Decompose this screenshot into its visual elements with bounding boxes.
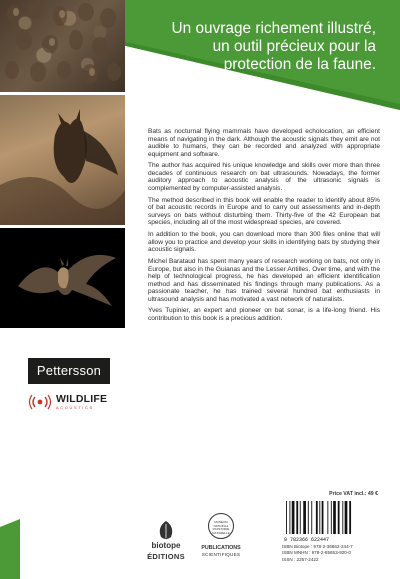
biotope-editions-logo — [141, 519, 191, 565]
museum-seal-text: MUSÉUM NATIONAL D'HISTOIRE NATURELLE — [212, 520, 230, 535]
pettersson-logo: Pettersson — [28, 358, 110, 384]
paragraph: Michel Barataud has spent many years of research working on bats, not only in Europe, but also in the Guianas and the Lesser Antilles. Over time, and with the help of technological progress, he has developed an efficient identification method and has disseminated his findings through many publications. As a passionate teacher, he has trained several hundred bat enthusiasts in ultrasound analysis and has motivated a vast network of naturalists. — [148, 257, 380, 303]
barcode-bar — [292, 501, 295, 534]
barcode-bar — [316, 501, 318, 534]
barcode-bar — [319, 501, 320, 534]
barcode-bar — [300, 501, 301, 534]
bat-on-rock-photo — [0, 95, 125, 225]
description-text — [148, 128, 380, 327]
acoustics-word: ACOUSTICS — [56, 405, 94, 410]
paragraph: Yves Tupinier, an expert and pioneer on bat sonar, is a life-long friend. His contribution to this book is a precious addition. — [148, 307, 380, 322]
scientifiques-word: SCIENTIFIQUES — [201, 552, 241, 557]
barcode-bar — [342, 501, 343, 534]
paragraph: The author has acquired his unique knowledge and skills over more than three decades of continuous research on bat ultrasounds. Nowadays, the former auditory approach to acoustic analysis of the ultrasonic signals is complemented by computer-assisted analysis. — [148, 162, 380, 193]
barcode-bar — [338, 501, 340, 534]
tagline-line-2: un outil précieux pour la — [212, 38, 376, 55]
barcode-bar — [286, 501, 287, 534]
publications-word: PUBLICATIONS — [201, 545, 241, 551]
editions-word: ÉDITIONS — [147, 552, 185, 561]
wildlife-acoustics-logo — [28, 392, 138, 414]
barcode-bar — [333, 501, 336, 534]
sound-wave-icon — [28, 394, 52, 410]
barcode-bar — [349, 501, 351, 534]
isbn-line: ISBN MNHN : 978-2-85653-920-0 — [282, 550, 351, 556]
leaf-icon — [141, 519, 191, 541]
museum-seal-icon — [208, 513, 234, 539]
barcode-bar — [303, 501, 306, 534]
price-label: Price VAT incl.: 49 € — [329, 491, 378, 497]
bat-colony-photo — [0, 0, 125, 92]
biotope-word: biotope — [151, 541, 181, 550]
paragraph: Bats as nocturnal flying mammals have developed echolocation, an efficient means of navigating in the dark. Although the acoustic signals they emit are not audible to humans, they can be recorded and analyzed with appropriate equipment and software. — [148, 128, 380, 158]
issn-line: ISSN : 2257-2422 — [282, 556, 319, 562]
barcode-bar — [296, 501, 298, 534]
paragraph: In addition to the book, you can download more than 300 files online that will allow you to practice and develop your skills in identifying bats by studying their acoustic signals. — [148, 231, 380, 254]
wildlife-word: WILDLIFE — [56, 393, 108, 405]
tagline-line-3: protection de la faune. — [223, 56, 376, 73]
barcode-bar — [289, 501, 290, 534]
corner-accent — [0, 519, 20, 579]
barcode-bar — [331, 501, 332, 534]
tagline-line-1: Un ouvrage richement illustré, — [171, 20, 376, 37]
isbn-block — [282, 544, 392, 563]
tagline — [156, 20, 376, 74]
barcode-number: 9 782366 622447 — [284, 537, 330, 542]
barcode-bar — [311, 501, 312, 534]
bat-in-flight-photo — [0, 228, 125, 328]
barcode — [282, 500, 378, 542]
barcode-bar — [327, 501, 328, 534]
barcode-bar — [308, 501, 309, 534]
tagline-banner — [100, 0, 400, 110]
museum-publications-logo — [195, 513, 247, 569]
paragraph: The method described in this book will enable the reader to identify about 85% of bat acoustic records in Europe and to carry out assessments and in-depth surveys on bats without disturbing them. Thirty-five of the 42 European bat species, including all of the most widespread species, are covered. — [148, 196, 380, 227]
barcode-bar — [322, 501, 324, 534]
isbn-line: ISBN Biotope : 978-2-36662-244-7 — [282, 544, 353, 549]
barcode-bar — [345, 501, 348, 534]
